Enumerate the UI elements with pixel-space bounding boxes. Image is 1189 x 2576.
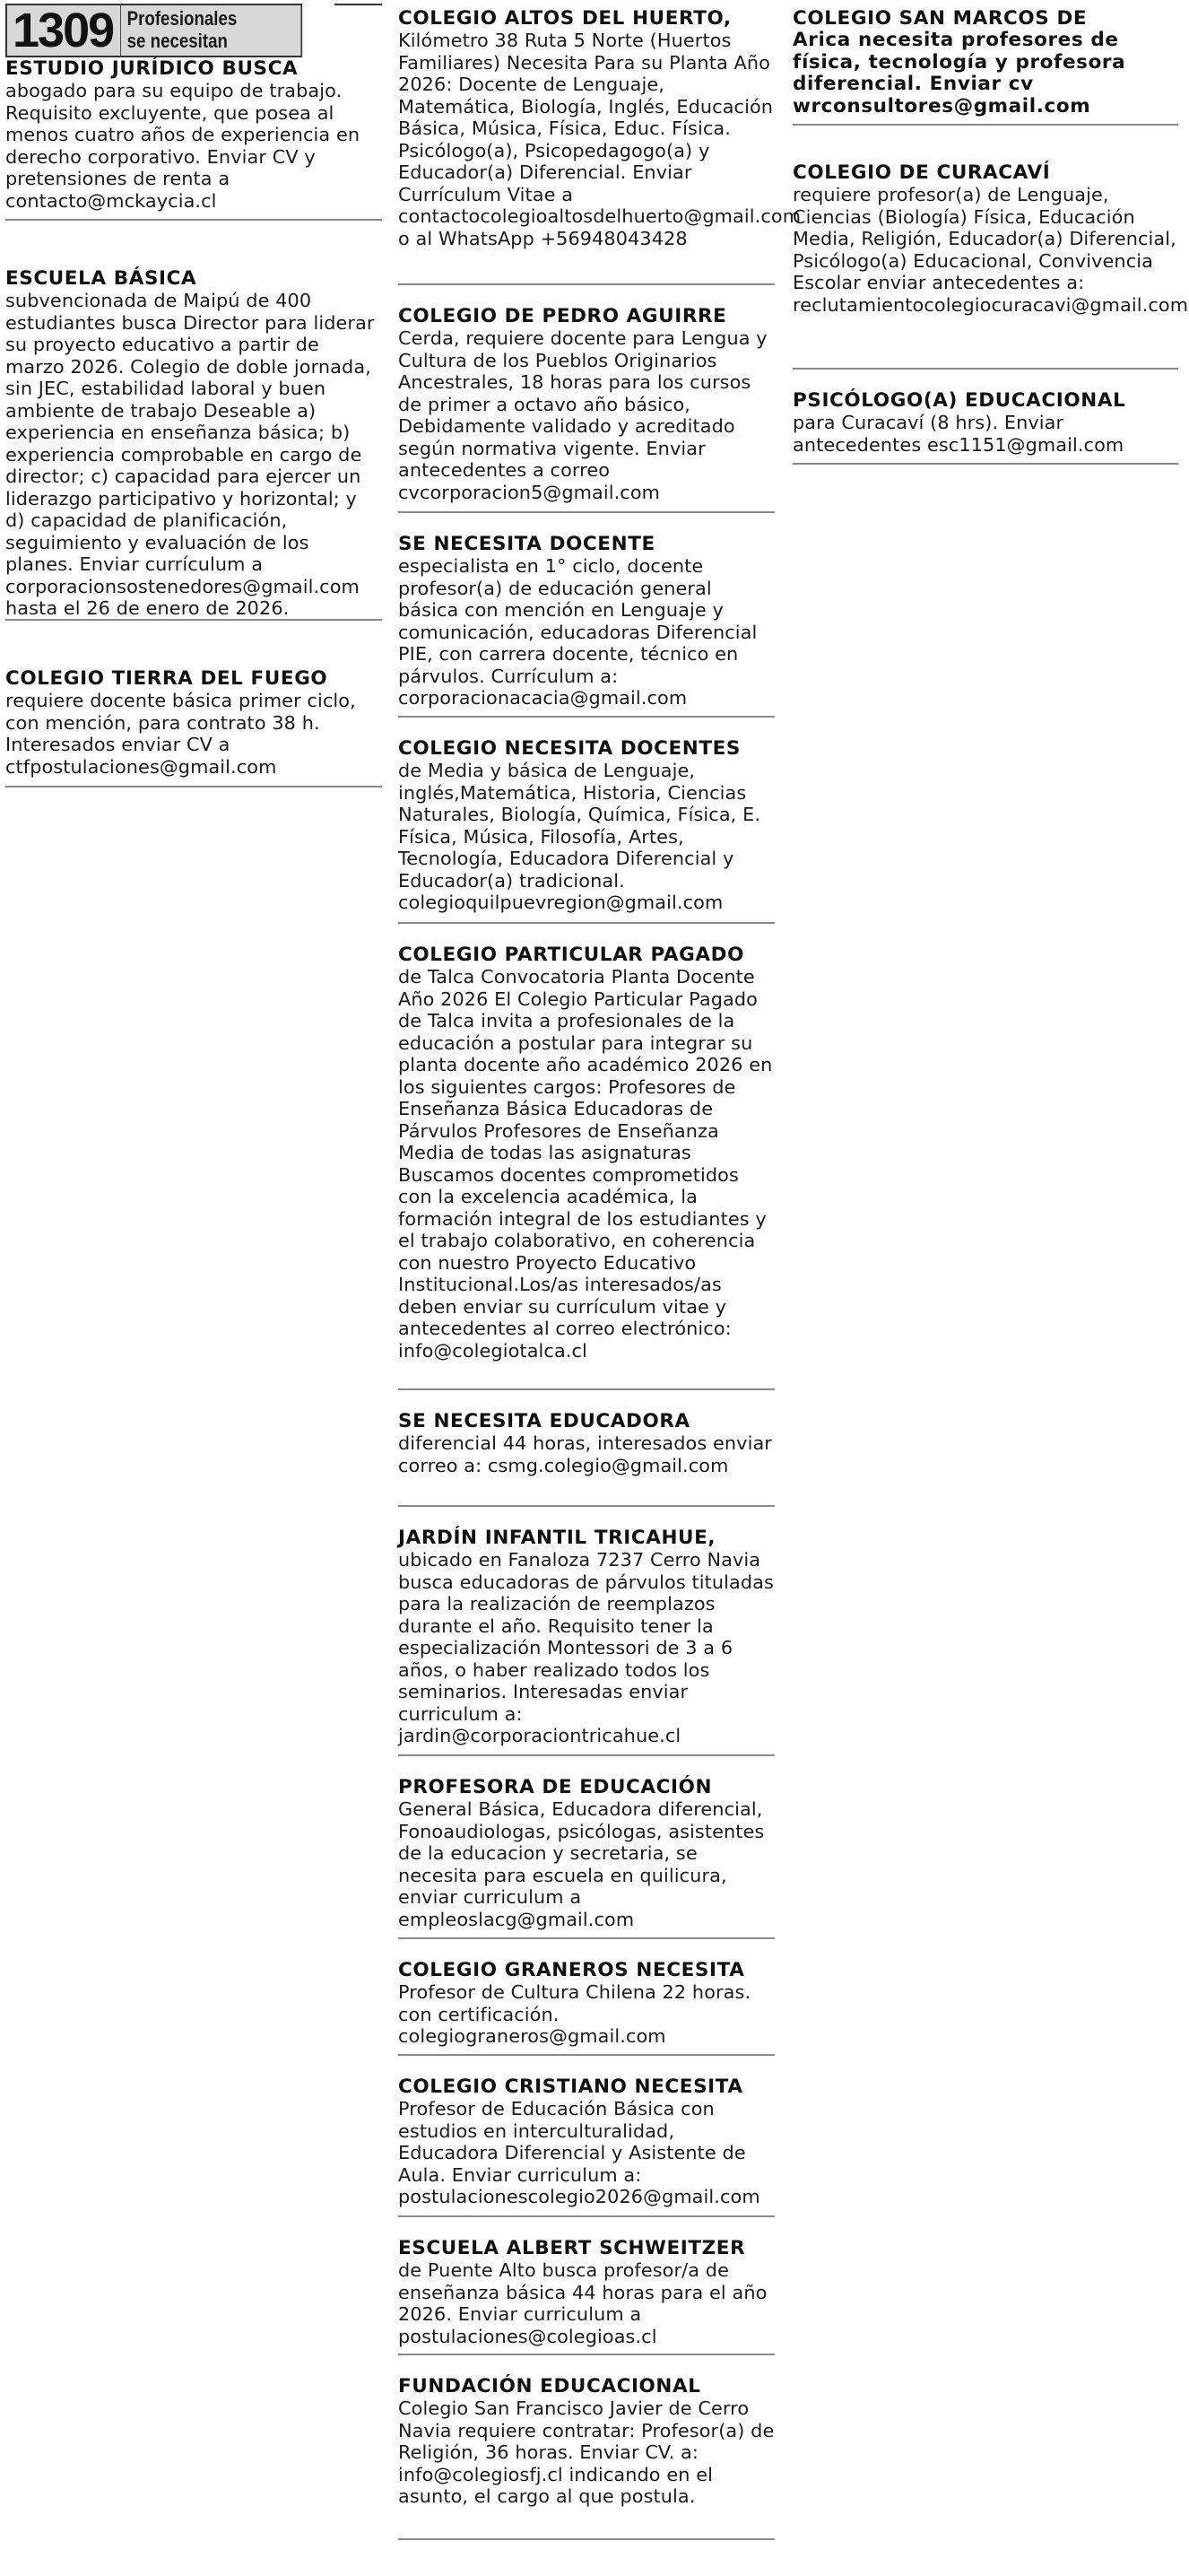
column-3	[793, 0, 1189, 465]
ad-text: General Básica, Educadora diferencial, Fonoaudiologas, psicólogas, asistentes de la educacion y secretaria, se necesita para escuela en quilicura, enviar curriculum a empleoslacg@gmail.com	[398, 1798, 765, 1930]
classified-ad	[5, 667, 382, 788]
ad-heading: COLEGIO ALTOS DEL HUERTO,	[398, 7, 732, 30]
ad-text: Kilómetro 38 Ruta 5 Norte (Huertos Familiares) Necesita Para su Planta Año 2026: Docente de Lenguaje, Matemática, Biología, Inglés, Educación Básica, Música, Física, Educ. Física. Psicólogo(a), Psicopedagogo(a) y Educador(a) Diferencial. Enviar Currículum Vitae a contactocolegioaltosdelhuerto@gmail.com o al WhatsApp +56948043428	[398, 30, 802, 249]
ad-heading: SE NECESITA DOCENTE	[398, 533, 655, 555]
classified-ad	[398, 2076, 775, 2217]
ad-text: abogado para su equipo de trabajo. Requisito excluyente, que posea al menos cuatro años de experiencia en derecho corporativo. Enviar CV y pretensiones de renta a contacto@mckaycia.cl	[5, 80, 360, 212]
section-number: 1309	[5, 4, 120, 57]
classified-ad	[793, 161, 1189, 370]
ad-heading: COLEGIO PARTICULAR PAGADO	[398, 944, 744, 966]
classified-ad	[793, 7, 1178, 126]
classified-ad	[398, 944, 775, 1390]
classified-ad	[398, 1776, 775, 1939]
ad-text: Profesor de Educación Básica con estudios en interculturalidad, Educadora Diferencial y Asistente de Aula. Enviar curriculum a: postulacionescolegio2026@gmail.com	[398, 2098, 760, 2207]
ad-heading: COLEGIO TIERRA DEL FUEGO	[5, 667, 328, 690]
classified-ad	[5, 57, 382, 221]
ad-heading: JARDÍN INFANTIL TRICAHUE,	[398, 1527, 716, 1549]
ad-heading: COLEGIO SAN MARCOS DE	[793, 7, 1088, 30]
ad-text: Profesor de Cultura Chilena 22 horas. con certificación. colegiograneros@gmail.com	[398, 1981, 751, 2047]
classified-ad	[398, 1527, 775, 1756]
ad-heading: ESCUELA ALBERT SCHWEITZER	[398, 2237, 746, 2259]
classified-ad	[398, 1959, 775, 2056]
classified-ad	[398, 533, 775, 718]
classified-ad	[793, 389, 1178, 465]
section-title-line2: se necesitan	[126, 30, 229, 52]
column-1	[5, 0, 382, 788]
classified-ad	[398, 2375, 775, 2540]
ad-heading: FUNDACIÓN EDUCACIONAL	[398, 2375, 701, 2398]
classified-ad	[5, 267, 382, 621]
ad-heading: SE NECESITA EDUCADORA	[398, 1410, 690, 1432]
column-2	[398, 0, 802, 2540]
classified-ad	[398, 737, 775, 924]
ad-text: subvencionada de Maipú de 400 estudiantes busca Director para liderar su proyecto educativo a partir de marzo 2026. Colegio de doble jornada, sin JEC, estabilidad laboral y buen ambiente de trabajo Deseable a) experiencia en enseñanza básica; b) experiencia comprobable en cargo de director; c) capacidad para ejercer un liderazgo participativo y horizontal; y d) capacidad de planificación, seguimiento y evaluación de los planes. Enviar currículum a corporacionsostenedores@gmail.com hasta el 26 de enero de 2026.	[5, 290, 375, 619]
ad-text: requiere profesor(a) de Lenguaje, Ciencias (Biología) Física, Educación Media, Religión, Educador(a) Diferencial, Psicólogo(a) Educacional, Convivencia Escolar enviar antecedentes a: reclutamientocolegiocuracavi@gmail.com	[793, 184, 1189, 316]
ad-heading: COLEGIO CRISTIANO NECESITA	[398, 2076, 743, 2098]
ad-heading: PROFESORA DE EDUCACIÓN	[398, 1776, 713, 1798]
ad-heading: COLEGIO GRANEROS NECESITA	[398, 1959, 745, 1981]
ad-text: Arica necesita profesores de física, tecnología y profesora diferencial. Enviar cv wrconsultores@gmail.com	[793, 29, 1126, 117]
ad-text: Cerda, requiere docente para Lengua y Cultura de los Pueblos Originarios Ancestrales, 18 horas para los cursos de primer a octavo año básico, Debidamente validado y acreditado según normativa vigente. Enviar antecedentes a correo cvcorporacion5@gmail.com	[398, 327, 768, 503]
ad-text: de Puente Alto busca profesor/a de enseñanza básica 44 horas para el año 2026. Enviar curriculum a postulaciones@colegioas.cl	[398, 2259, 768, 2347]
ad-heading: COLEGIO DE CURACAVÍ	[793, 161, 1051, 184]
section-header	[5, 4, 382, 57]
ad-heading: COLEGIO NECESITA DOCENTES	[398, 737, 742, 760]
section-title-line1: Profesionales	[126, 7, 238, 30]
ad-heading: COLEGIO DE PEDRO AGUIRRE	[398, 305, 727, 327]
classified-ad	[398, 2237, 775, 2355]
ad-heading: PSICÓLOGO(A) EDUCACIONAL	[793, 389, 1126, 412]
ad-heading: ESCUELA BÁSICA	[5, 267, 197, 290]
ad-text: de Media y básica de Lenguaje, inglés,Matemática, Historia, Ciencias Naturales, Biología, Química, Física, E. Física, Música, Filosofía, Artes, Tecnología, Educadora Diferencial y Educador(a) tradicional. colegioquilpuevregion@gmail.com	[398, 760, 761, 913]
section-title	[120, 4, 302, 57]
ad-text: para Curacaví (8 hrs). Enviar antecedentes esc1151@gmail.com	[793, 412, 1124, 456]
classified-ad	[398, 1410, 775, 1507]
ad-text: diferencial 44 horas, interesados enviar correo a: csmg.colegio@gmail.com	[398, 1432, 772, 1476]
section-rule	[334, 4, 382, 57]
ad-text: ubicado en Fanaloza 7237 Cerro Navia busca educadoras de párvulos tituladas para la realización de reemplazos durante el año. Requisito tener la especialización Montessori de 3 a 6 años, o haber realizado todos los seminarios. Interesadas enviar curriculum a: jardin@corporaciontricahue.cl	[398, 1549, 774, 1746]
ad-text: Colegio San Francisco Javier de Cerro Navia requiere contratar: Profesor(a) de Religión, 36 horas. Enviar CV. a: info@colegiosfj.cl indicando en el asunto, el cargo al que postula.	[398, 2398, 775, 2507]
ad-text: de Talca Convocatoria Planta Docente Año 2026 El Colegio Particular Pagado de Talca invita a profesionales de la educación a postular para integrar su planta docente año académico 2026 en los siguientes cargos: Profesores de Enseñanza Básica Educadoras de Párvulos Profesores de Enseñanza Media de todas las asignaturas Buscamos docentes comprometidos con la excelencia académica, la formación integral de los estudiantes y el trabajo colaborativo, en coherencia con nuestro Proyecto Educativo Institucional.Los/as interesados/as deben enviar su currículum vitae y antecedentes al correo electrónico: info@colegiotalca.cl	[398, 966, 773, 1362]
classified-ad	[398, 305, 775, 513]
ad-text: requiere docente básica primer ciclo, con mención, para contrato 38 h. Interesados enviar CV a ctfpostulaciones@gmail.com	[5, 690, 356, 778]
classified-ad	[398, 7, 802, 285]
ad-heading: ESTUDIO JURÍDICO BUSCA	[5, 57, 299, 80]
ad-text: especialista en 1° ciclo, docente profesor(a) de educación general básica con mención en Lenguaje y comunicación, educadoras Diferencial PIE, con carrera docente, técnico en párvulos. Currículum a: corporacionacacia@gmail.com	[398, 555, 758, 709]
